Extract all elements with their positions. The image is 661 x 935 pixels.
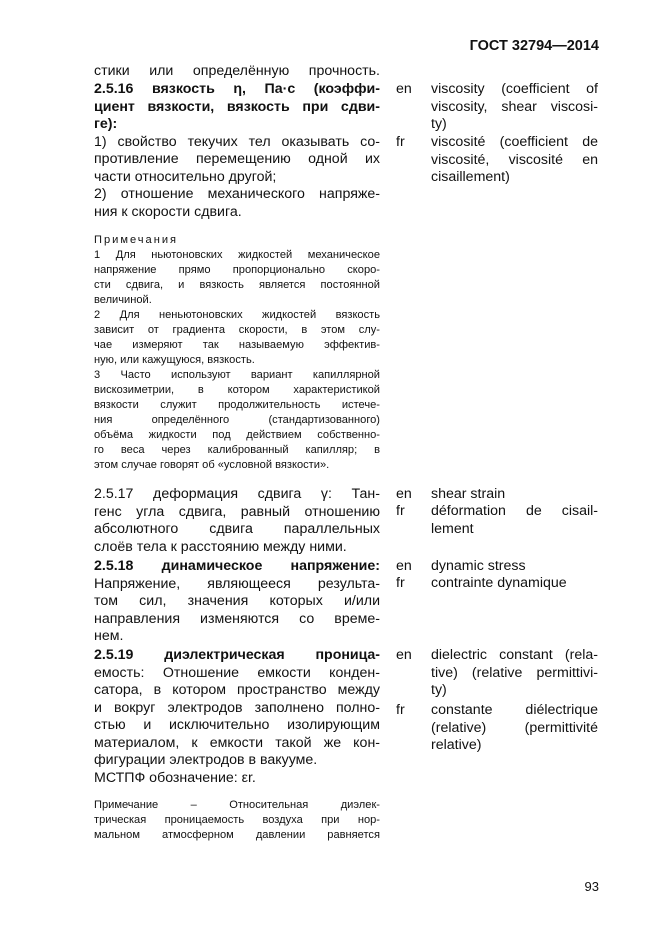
lang-label-en: en bbox=[396, 486, 412, 502]
lang-label-en: en bbox=[396, 81, 412, 97]
translation-line: cisaillement) bbox=[431, 169, 510, 185]
term-2-5-16-definition bbox=[94, 81, 380, 221]
translation-line: viscosity (coefficient of bbox=[431, 81, 598, 97]
lang-label-fr: fr bbox=[396, 702, 405, 718]
note-line: мальном атмосферном давлении равняется bbox=[94, 829, 380, 841]
english-equivalent bbox=[431, 647, 598, 700]
definition-line: Напряжение, являющееся результа- bbox=[94, 575, 380, 592]
note-line: ную, или кажущуюся, вязкость. bbox=[94, 354, 255, 366]
notes-heading: Примечания bbox=[94, 234, 179, 246]
note-line: 3 Часто используют вариант капиллярной bbox=[94, 369, 380, 381]
definition-line: сатора, в котором пространство между bbox=[94, 682, 380, 698]
translation-line: viscosity, shear viscosi- bbox=[431, 98, 598, 115]
translation-line: ty) bbox=[431, 682, 447, 698]
french-equivalent bbox=[431, 575, 598, 593]
definition-line: нем. bbox=[94, 628, 124, 644]
definition-line: емость: Отношение емкости конден- bbox=[94, 664, 380, 681]
note-line: 2 Для неньютоновских жидкостей вязкость bbox=[94, 309, 380, 321]
lang-label-fr: fr bbox=[396, 503, 405, 519]
term-heading-line: 2.5.17 деформация сдвига γ: Тан- bbox=[94, 486, 380, 502]
definition-line: части относительно другой; bbox=[94, 168, 277, 185]
definition-line: МСТПФ обозначение: εr. bbox=[94, 769, 256, 786]
note-line: го веса через калиброванный капилляр; в bbox=[94, 444, 380, 456]
term-heading-line: 2.5.16 вязкость η, Па·с (коэффи- bbox=[94, 81, 380, 97]
term-2-5-18-definition bbox=[94, 558, 380, 646]
translation-line: tive) (relative permittivi- bbox=[431, 664, 598, 681]
definition-line: 2) отношение механического напряже- bbox=[94, 186, 380, 202]
english-equivalent bbox=[431, 81, 598, 134]
translation-line: viscosité (coefficient de bbox=[431, 134, 598, 150]
definition-line: и вокруг электродов заполнено полно- bbox=[94, 699, 380, 716]
translation-line: shear strain bbox=[431, 486, 506, 502]
definition-line: том сил, значения которых и/или bbox=[94, 593, 380, 609]
text-line: стики или определённую прочность. bbox=[94, 63, 380, 79]
translation-line: viscosité, viscosité en bbox=[431, 151, 598, 168]
term-heading-line: 2.5.18 динамическое напряжение: bbox=[94, 558, 380, 574]
term-2-5-17-definition bbox=[94, 486, 380, 556]
note-line: чае измеряют так называемую эффектив- bbox=[94, 339, 380, 351]
definition-line: материалом, к емкости такой же кон- bbox=[94, 734, 380, 751]
note-line: Примечание – Относительная диэлек- bbox=[94, 799, 380, 811]
lang-label-fr: fr bbox=[396, 134, 405, 150]
term-2-5-19-definition bbox=[94, 647, 380, 787]
note-line: вязкости служит продолжительность истече- bbox=[94, 399, 380, 411]
definition-line: фигурации электродов в вакууме. bbox=[94, 752, 318, 768]
french-equivalent bbox=[431, 134, 598, 187]
lead-line bbox=[94, 63, 380, 81]
term-heading-line: 2.5.19 диэлектрическая проницa- bbox=[94, 647, 380, 663]
translation-line: (relative) (permittivité bbox=[431, 719, 598, 736]
definition-line: 1) свойство текучих тел оказывать со- bbox=[94, 133, 380, 150]
note-line: этом случае говорят об «условной вязкости». bbox=[94, 459, 330, 471]
note-line: ния определённого (стандартизованного) bbox=[94, 414, 380, 426]
english-equivalent bbox=[431, 558, 598, 576]
french-equivalent bbox=[431, 702, 598, 755]
translation-line: ty) bbox=[431, 116, 447, 132]
lang-label-en: en bbox=[396, 647, 412, 663]
definition-line: стью и исключительно изолирующим bbox=[94, 717, 380, 733]
definition-line: направления изменяются со време- bbox=[94, 610, 380, 627]
definition-line: противление перемещению одной их bbox=[94, 151, 380, 167]
definition-line: ния к скорости сдвига. bbox=[94, 203, 242, 220]
note-line: трическая проницаемость воздуха при нор- bbox=[94, 814, 380, 826]
translation-line: constante diélectrique bbox=[431, 702, 598, 718]
note-line: 1 Для ньютоновских жидкостей механическое bbox=[94, 249, 380, 261]
english-equivalent bbox=[431, 486, 598, 504]
definition-line: генс угла сдвига, равный отношению bbox=[94, 503, 380, 520]
definition-line: абсолютного сдвига параллельных bbox=[94, 521, 380, 537]
term-2-5-16-notes bbox=[94, 233, 380, 473]
page-number: 93 bbox=[584, 879, 599, 894]
translation-line: dielectric constant (rela- bbox=[431, 647, 598, 663]
french-equivalent bbox=[431, 503, 598, 538]
note-line: величиной. bbox=[94, 294, 152, 306]
note-line: объёма жидкости под действием собственно- bbox=[94, 429, 380, 441]
term-heading-line: циент вязкости, вязкость при сдви- bbox=[94, 98, 380, 115]
definition-line: слоёв тела к расстоянию между ними. bbox=[94, 538, 347, 555]
translation-line: lement bbox=[431, 520, 474, 537]
term-2-5-19-note bbox=[94, 798, 380, 843]
note-line: вискозиметрии, в котором характеристикой bbox=[94, 384, 380, 396]
translation-line: dynamic stress bbox=[431, 558, 526, 574]
term-heading-line: ге): bbox=[94, 116, 118, 132]
lang-label-en: en bbox=[396, 558, 412, 574]
translation-line: contrainte dynamique bbox=[431, 575, 567, 591]
document-header: ГОСТ 32794—2014 bbox=[469, 38, 599, 54]
lang-label-fr: fr bbox=[396, 575, 405, 591]
note-line: сти сдвига, и вязкость является постоянной bbox=[94, 279, 380, 291]
translation-line: déformation de cisail- bbox=[431, 503, 598, 519]
note-line: напряжение прямо пропорционально скоро- bbox=[94, 264, 380, 276]
note-line: зависит от градиента скорости, в этом слу- bbox=[94, 324, 380, 336]
translation-line: relative) bbox=[431, 737, 482, 753]
